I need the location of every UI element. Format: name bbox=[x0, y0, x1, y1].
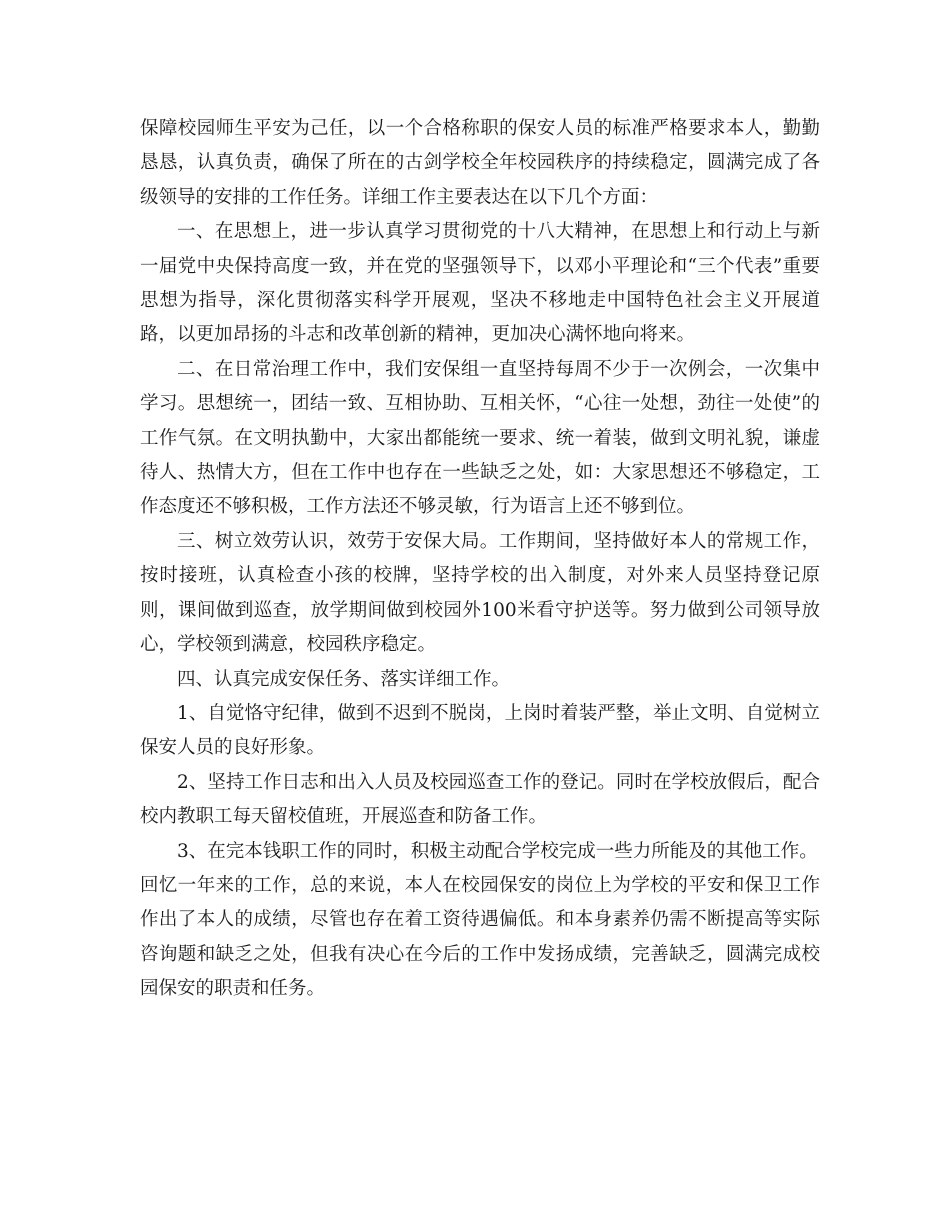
paragraph-intro: 保障校园师生平安为己任，以一个合格称职的保安人员的标准严格要求本人，勤勤恳恳，认真负责，确保了所在的古剑学校全年校园秩序的持续稳定，圆满完成了各级领导的安排的工作任务。详细工作主要表达在以下几个方面： bbox=[140, 118, 820, 208]
paragraph-item-2: 2、坚持工作日志和出入人员及校园巡查工作的登记。同时在学校放假后，配合校内教职工每天留校值班，开展巡查和防备工作。 bbox=[140, 771, 820, 828]
document-page bbox=[140, 112, 820, 1007]
paragraph-section-1: 一、在思想上，进一步认真学习贯彻党的十八大精神，在思想上和行动上与新一届党中央保持高度一致，并在党的坚强领导下，以邓小平理论和“三个代表”重要思想为指导，深化贯彻落实科学开展观，坚决不移地走中国特色社会主义开展道路，以更加昂扬的斗志和改革创新的精神，更加决心满怀地向将来。 bbox=[140, 221, 820, 346]
paragraph-section-4: 四、认真完成安保任务、落实详细工作。 bbox=[177, 668, 511, 690]
paragraph-summary: 回忆一年来的工作，总的来说，本人在校园保安的岗位上为学校的平安和保卫工作作出了本人的成绩，尽管也存在着工资待遇偏低。和本身素养仍需不断提高等实际咨询题和缺乏之处，但我有决心在今后的工作中发扬成绩，完善缺乏，圆满完成校园保安的职责和任务。 bbox=[140, 874, 820, 1000]
paragraph-section-3: 三、树立效劳认识，效劳于安保大局。工作期间，坚持做好本人的常规工作，按时接班，认真检查小孩的校牌，坚持学校的出入制度，对外来人员坚持登记原则，课间做到巡查，放学期间做到校园外100米看守护送等。努力做到公司领导放心，学校领到满意，校园秩序稳定。 bbox=[140, 530, 820, 656]
paragraph-item-1: 1、自觉恪守纪律，做到不迟到不脱岗，上岗时着装严整，举止文明、自觉树立保安人员的良好形象。 bbox=[140, 702, 820, 759]
paragraph-section-2: 二、在日常治理工作中，我们安保组一直坚持每周不少于一次例会，一次集中学习。思想统一，团结一致、互相协助、互相关怀，“心往一处想，劲往一处使”的工作气氛。在文明执勤中，大家出都能统一要求、统一着装，做到文明礼貌，谦虚待人、热情大方，但在工作中也存在一些缺乏之处，如：大家思想还不够稳定，工作态度还不够积极，工作方法还不够灵敏，行为语言上还不够到位。 bbox=[140, 358, 820, 518]
paragraph-item-3: 3、在完本钱职工作的同时，积极主动配合学校完成一些力所能及的其他工作。 bbox=[177, 840, 818, 862]
